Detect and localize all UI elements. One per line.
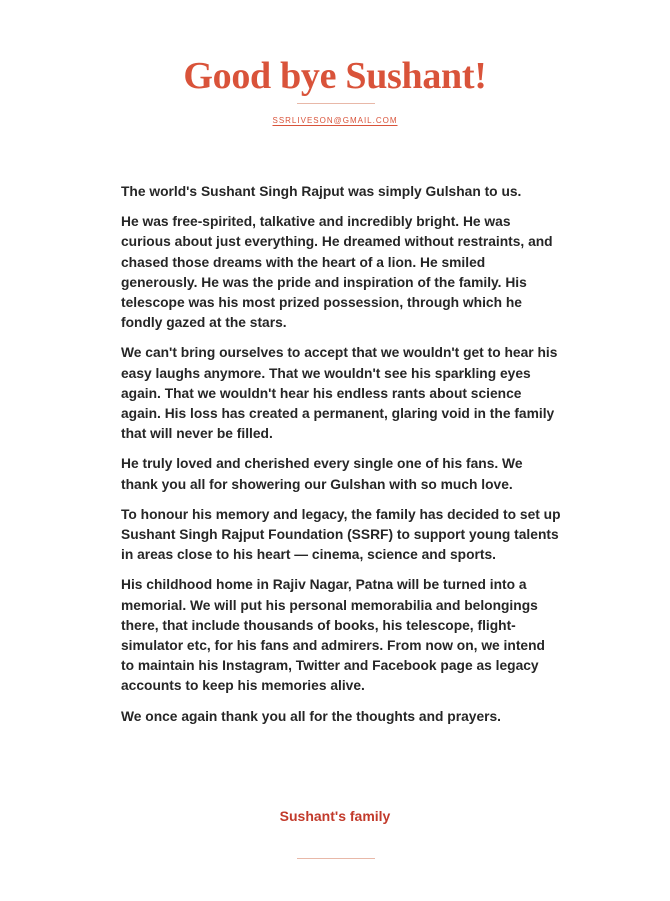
letter-title: Good bye Sushant! bbox=[183, 55, 487, 97]
letter-body bbox=[121, 182, 561, 737]
signature: Sushant's family bbox=[279, 808, 391, 824]
title-divider bbox=[297, 103, 375, 104]
paragraph: The world's Sushant Singh Rajput was simply Gulshan to us. bbox=[121, 184, 522, 199]
paragraph: He was free-spirited, talkative and incredibly bright. He was curious about just everything. He dreamed without restraints, and chased those dreams with the heart of a lion. He smiled generously. He was the pride and inspiration of the family. His telescope was his most prized possession, through which he fondly gazed at the stars. bbox=[121, 214, 553, 331]
paragraph: His childhood home in Rajiv Nagar, Patna will be turned into a memorial. We will put his personal memorabilia and belongings there, that include thousands of books, his telescope, flight-simulator etc, for his fans and admirers. From now on, we intend to maintain his Instagram, Twitter and Facebook page as legacy accounts to keep his memories alive. bbox=[121, 577, 545, 694]
paragraph: To honour his memory and legacy, the family has decided to set up Sushant Singh Rajput Foundation (SSRF) to support young talents in areas close to his heart — cinema, science and sports. bbox=[121, 506, 561, 563]
footer-divider bbox=[297, 858, 375, 859]
paragraph: We once again thank you all for the thoughts and prayers. bbox=[121, 708, 501, 724]
paragraph: We can't bring ourselves to accept that we wouldn't get to hear his easy laughs anymore. That we wouldn't see his sparkling eyes again. That we wouldn't hear his endless rants about science again. His loss has created a permanent, glaring void in the family that will never be filled. bbox=[121, 345, 558, 442]
contact-email: SSRLIVESON@GMAIL.COM bbox=[272, 116, 398, 125]
paragraph: He truly loved and cherished every single one of his fans. We thank you all for showering our Gulshan with so much love. bbox=[121, 456, 523, 492]
